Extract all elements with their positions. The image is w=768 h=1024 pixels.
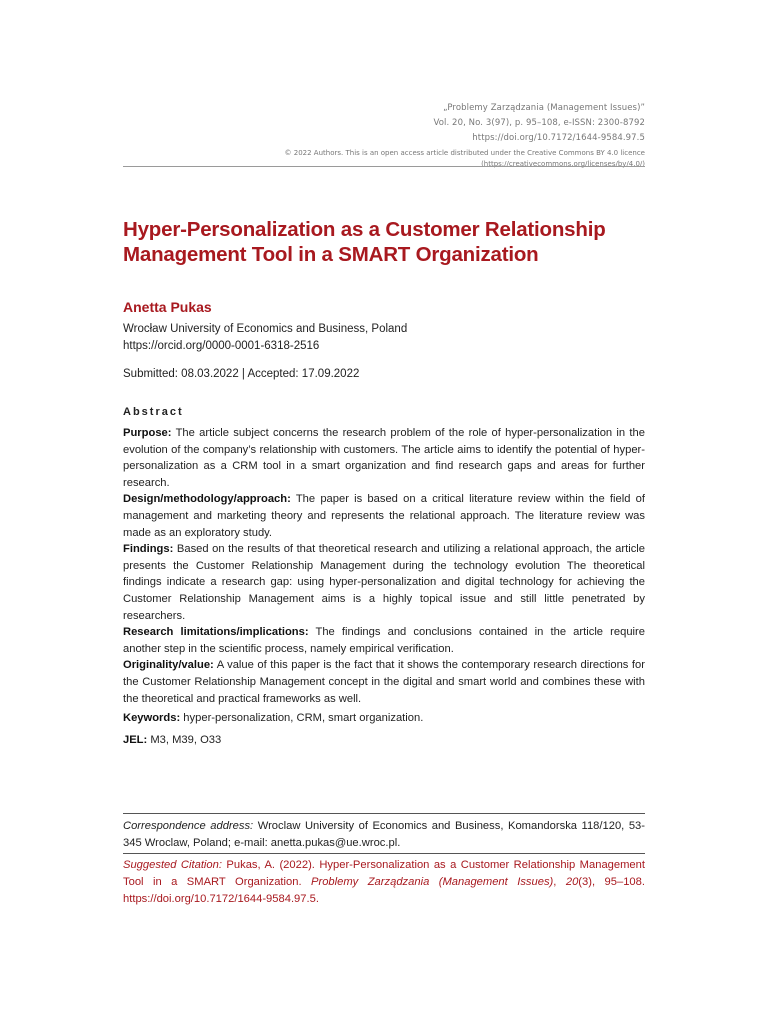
limitations-label: Research limitations/implications: (123, 626, 309, 639)
purpose-text: The article subject concerns the research problem of the role of hyper-personalization in the evolution of the company’s relationship with customers. The article aims to identify the potential of hyper-personalization as a CRM tool in a smart organization and find research gaps and areas for further research. (123, 427, 645, 489)
author-affiliation: Wrocław University of Economics and Business, Poland (123, 323, 408, 335)
author-info (123, 321, 407, 355)
title-line-2: Management Tool in a SMART Organization (123, 243, 539, 266)
findings-text: Based on the results of that theoretical research and utilizing a relational approach, the article presents the Customer Relationship Management during the technology evolution The theoretical findings indicate a research gap: using hyper-personalization and digital technology for achieving the Customer Relationship Management aims is a highly topical issue and still little penetrated by researchers. (123, 543, 645, 622)
title-line-1: Hyper-Personalization as a Customer Relationship (123, 218, 606, 241)
abstract-design (123, 491, 645, 541)
citation-text-b: , (553, 876, 566, 888)
correspondence-text: Wroclaw University of Economics and Business, Komandorska 118/120, 53-345 Wroclaw, Poland; e-mail: anetta.pukas@ue.wroc.pl. (123, 820, 645, 849)
jel-text: M3, M39, O33 (147, 734, 222, 746)
abstract-purpose (123, 425, 645, 491)
author-orcid[interactable]: https://orcid.org/0000-0001-6318-2516 (123, 340, 320, 352)
volume-info: Vol. 20, No. 3(97), p. 95–108, e-ISSN: 2300-8792 (433, 118, 645, 128)
doi-link[interactable]: https://doi.org/10.7172/1644-9584.97.5 (472, 133, 645, 143)
suggested-citation (123, 857, 645, 908)
abstract-heading: Abstract (123, 406, 184, 418)
citation-journal: Problemy Zarządzania (Management Issues) (311, 876, 554, 888)
limitations-text: The findings and conclusions contained in the article require another step in the scientific process, namely empirical verification. (123, 626, 645, 655)
design-label: Design/methodology/approach: (123, 493, 291, 506)
keywords (123, 712, 645, 724)
submission-dates: Submitted: 08.03.2022 | Accepted: 17.09.2022 (123, 368, 360, 380)
citation-label: Suggested Citation: (123, 859, 222, 871)
citation-divider (123, 853, 645, 854)
correspondence-address (123, 818, 645, 852)
article-title (123, 217, 645, 267)
license-link[interactable]: (https://creativecommons.org/licenses/by/4.0/) (481, 160, 645, 168)
originality-label: Originality/value: (123, 659, 214, 672)
design-text: The paper is based on a critical literature review within the field of management and marketing theory and represents the relational approach. The literature review was made as an exploratory study. (123, 493, 645, 539)
journal-name: „Problemy Zarządzania (Management Issues)” (443, 103, 645, 113)
author-name: Anetta Pukas (123, 299, 212, 315)
jel-label: JEL: (123, 734, 148, 746)
findings-label: Findings: (123, 543, 174, 556)
citation-volume: 20 (565, 876, 579, 888)
keywords-label: Keywords: (123, 712, 181, 724)
abstract-body (123, 425, 645, 707)
header-divider (123, 166, 645, 167)
correspondence-divider (123, 813, 645, 814)
originality-text: A value of this paper is the fact that it shows the contemporary research directions for the Customer Relationship Management concept in the digital and smart world and combines these with the theoretical and practical frameworks as well. (123, 659, 645, 705)
license-text: © 2022 Authors. This is an open access article distributed under the Creative Commons BY 4.0 licence (284, 149, 645, 157)
citation-text-c[interactable]: (3), 95–108. https://doi.org/10.7172/1644-9584.97.5. (123, 876, 645, 905)
citation-text-a: Pukas, A. (2022). Hyper-Personalization as a Customer Relationship Management Tool in a SMART Organization. (123, 859, 645, 888)
purpose-label: Purpose: (123, 427, 172, 439)
keywords-text: hyper-personalization, CRM, smart organization. (180, 712, 424, 724)
abstract-originality (123, 657, 645, 707)
correspondence-label: Correspondence address: (123, 820, 254, 832)
journal-header (123, 101, 645, 170)
abstract-limitations (123, 624, 645, 657)
jel-codes (123, 734, 645, 746)
abstract-findings (123, 541, 645, 624)
